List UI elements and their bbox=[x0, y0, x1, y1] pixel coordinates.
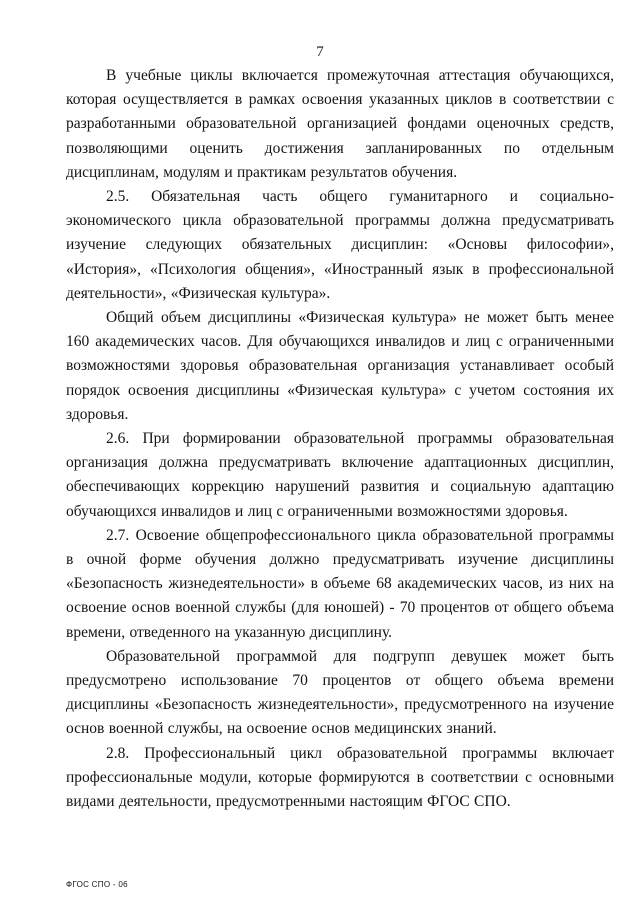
paragraph-2-7-life-safety: 2.7. Освоение общепрофессионального цикла образовательной программы в очной форме обучения должно предусматривать изучение дисциплины «Безопасность жизнедеятельности» в объеме 68 академических часов, из них на освоение основ военной службы (для юношей) - 70 процентов от общего объема времени, отведенного на указанную дисциплину. bbox=[66, 526, 614, 641]
paragraph-girls-subgroups: Образовательной программой для подгрупп девушек может быть предусмотрено использование 70 процентов от общего объема времени дисциплины «Безопасность жизнедеятельности», предусмотренного на изучение основ военной службы, на освоение основ медицинских знаний. bbox=[66, 647, 614, 738]
paragraph-intermediate-attestation: В учебные циклы включается промежуточная аттестация обучающихся, которая осуществляется в рамках освоения указанных циклов в соответствии с разработанными образовательной организацией фондами оценочных средств, позволяющими оценить достижения запланированных по отдельным дисциплинам, модулям и практикам результатов обучения. bbox=[66, 67, 614, 181]
document-body bbox=[66, 64, 614, 814]
footer-label: ФГОС СПО - 06 bbox=[66, 880, 128, 889]
paragraph-2-6-adaptation-disciplines: 2.6. При формировании образовательной программы образовательная организация должна предусматривать включение адаптационных дисциплин, обеспечивающих коррекцию нарушений развития и социальную адаптацию обучающихся инвалидов и лиц с ограниченными возможностями здоровья. bbox=[66, 430, 614, 520]
paragraph-2-5-mandatory-disciplines: 2.5. Обязательная часть общего гуманитарного и социально-экономического цикла образовательной программы должна предусматривать изучение следующих обязательных дисциплин: «Основы философии», «История», «Психология общения», «Иностранный язык в профессиональной деятельности», «Физическая культура». bbox=[66, 188, 614, 302]
page-number: 7 bbox=[316, 44, 324, 60]
paragraph-2-8-professional-cycle: 2.8. Профессиональный цикл образовательной программы включает профессиональные модули, которые формируются в соответствии с основными видами деятельности, предусмотренными настоящим ФГОС СПО. bbox=[66, 744, 614, 811]
paragraph-physical-culture-volume: Общий объем дисциплины «Физическая культура» не может быть менее 160 академических часов. Для обучающихся инвалидов и лиц с ограниченными возможностями здоровья образовательная организация устанавливает особый порядок освоения дисциплины «Физическая культура» с учетом состояния их здоровья. bbox=[66, 309, 614, 423]
